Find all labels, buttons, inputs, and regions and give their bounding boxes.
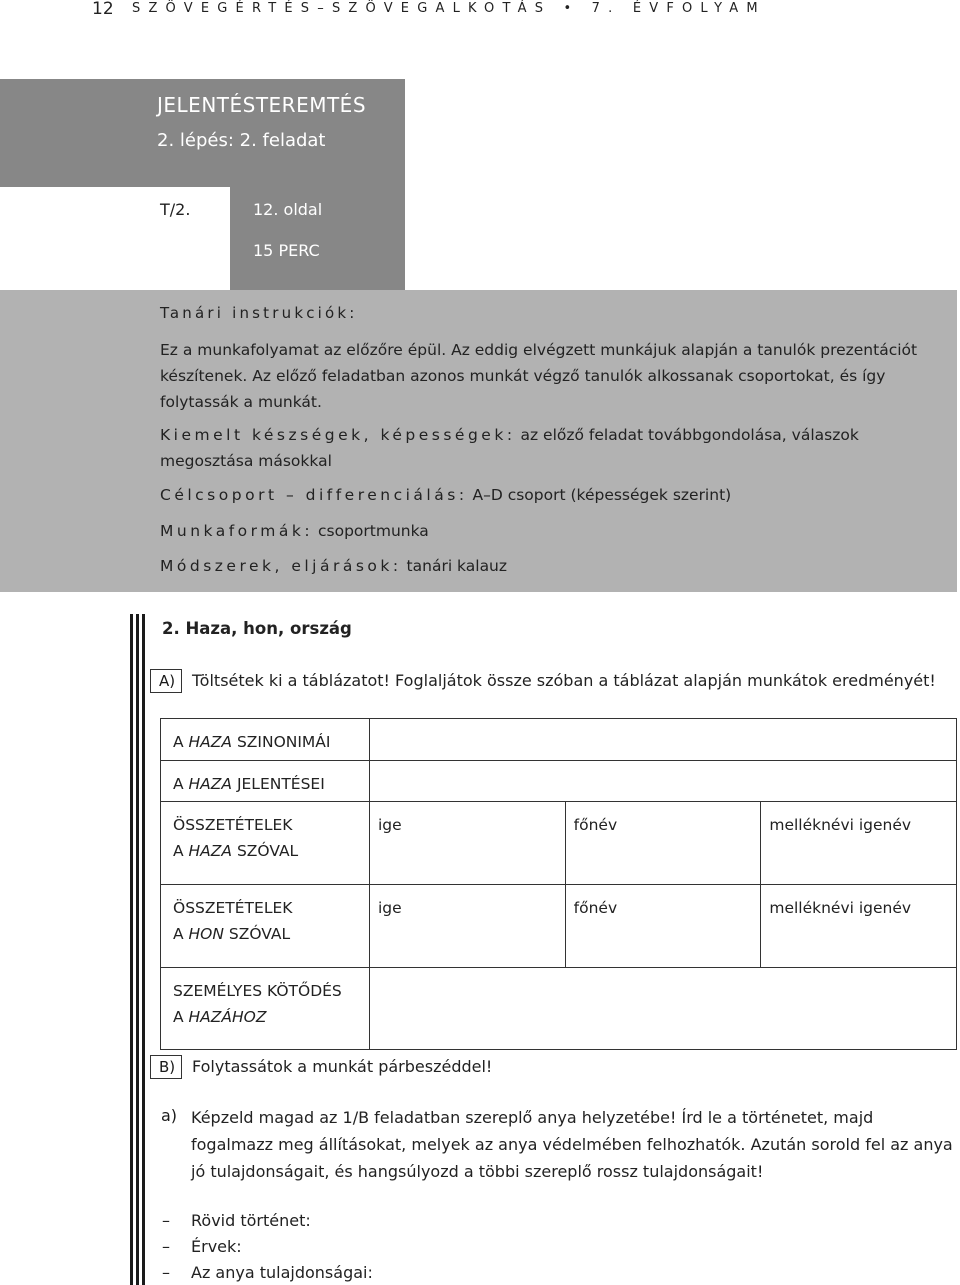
- row-label-attachment: SZEMÉLYES KÖTŐDÉS A HAZÁHOZ: [161, 968, 370, 1050]
- col-melleknevi-igenev[interactable]: melléknévi igenév: [760, 802, 956, 884]
- dash-marker: –: [162, 1237, 170, 1256]
- bullet-arguments: Érvek:: [191, 1237, 242, 1256]
- row-label-meanings: A HAZA JELENTÉSEI: [161, 761, 370, 802]
- target-label: Célcsoport – differenciálás:: [160, 486, 468, 504]
- bullet-short-story: Rövid történet:: [191, 1211, 311, 1230]
- answer-cell[interactable]: [370, 761, 957, 802]
- bullet-mother-traits: Az anya tulajdonságai:: [191, 1263, 373, 1282]
- row-label-haza-compounds: ÖSSZETÉTELEK A HAZA SZÓVAL: [161, 802, 370, 885]
- target-value: A–D csoport (képességek szerint): [467, 486, 732, 504]
- teacher-instructions: [0, 290, 957, 592]
- table-row: [161, 885, 957, 968]
- running-title: SZÖVEGÉRTÉS–SZÖVEGALKOTÁS • 7. ÉVFOLYAM: [132, 1, 766, 16]
- section-title: JELENTÉSTEREMTÉS: [157, 93, 367, 117]
- forms-label: Munkaformák:: [160, 522, 314, 540]
- instructions-body: Ez a munkafolyamat az előzőre épül. Az eddig elvégzett munkájuk alapján a tanulók prezentációt készítenek. Az előző feladatban azonos munkát végző tanulók alkossanak csoportokat, és így folytassák a munkát.: [160, 341, 918, 411]
- page-number: 12: [92, 0, 114, 19]
- time-estimate: 15 PERC: [253, 241, 320, 260]
- forms-line: [160, 522, 429, 540]
- table-row: [161, 802, 957, 885]
- task-b-text: Folytassátok a munkát párbeszéddel!: [192, 1057, 493, 1076]
- row-label-synonyms: A HAZA SZINONIMÁI: [161, 719, 370, 761]
- margin-bar: [136, 614, 139, 1285]
- forms-value: csoportmunka: [313, 522, 429, 540]
- col-fonev[interactable]: főnév: [565, 802, 761, 884]
- margin-bar: [142, 614, 145, 1285]
- col-fonev[interactable]: főnév: [565, 885, 761, 967]
- target-line: [160, 486, 731, 504]
- col-ige[interactable]: ige: [378, 899, 402, 917]
- task-reference: T/2.: [160, 200, 191, 219]
- methods-label: Módszerek, eljárások:: [160, 557, 402, 575]
- skills-line: [160, 422, 926, 474]
- methods-value: tanári kalauz: [401, 557, 508, 575]
- margin-bar: [130, 614, 133, 1285]
- page-reference: 12. oldal: [253, 200, 323, 219]
- table-row: [161, 761, 957, 802]
- section-step: 2. lépés: 2. feladat: [157, 130, 326, 151]
- dash-marker: –: [162, 1263, 170, 1282]
- col-ige[interactable]: ige: [378, 816, 402, 834]
- section-header: [0, 79, 405, 187]
- instructions-heading: Tanári instrukciók:: [160, 304, 358, 322]
- task-a-text: Töltsétek ki a táblázatot! Foglaljátok össze szóban a táblázat alapján munkátok eredményét!: [192, 671, 936, 690]
- subtask-text: Képzeld magad az 1/B feladatban szereplő anya helyzetébe! Írd le a történetet, majd fogalmazz meg állításokat, melyek az anya védelmében felhozhatók. Azután sorold fel az anya jó tulajdonságait, és hangsúlyozd a többi szereplő rossz tulajdonságait!: [191, 1108, 953, 1181]
- margin-bars: [130, 614, 146, 1285]
- methods-line: [160, 557, 507, 575]
- col-melleknevi-igenev[interactable]: melléknévi igenév: [760, 885, 956, 967]
- label-a-box: A): [150, 669, 182, 693]
- task-title: 2. Haza, hon, ország: [162, 619, 352, 638]
- answer-cell[interactable]: [370, 968, 957, 1050]
- skills-label: Kiemelt készségek, képességek:: [160, 426, 516, 444]
- compound-cells: [370, 885, 957, 968]
- compound-cells: [370, 802, 957, 885]
- row-label-hon-compounds: ÖSSZETÉTELEK A HON SZÓVAL: [161, 885, 370, 968]
- answer-cell[interactable]: [370, 719, 957, 761]
- page-time-tab: [230, 187, 405, 290]
- table-row: [161, 968, 957, 1050]
- subtask-label: a): [161, 1106, 178, 1125]
- table-row: [161, 719, 957, 761]
- dash-marker: –: [162, 1211, 170, 1230]
- skills-value: az előző feladat továbbgondolása, válaszok megosztása másokkal: [160, 426, 859, 470]
- worksheet-table: [160, 718, 957, 1050]
- label-b-box: B): [150, 1055, 182, 1079]
